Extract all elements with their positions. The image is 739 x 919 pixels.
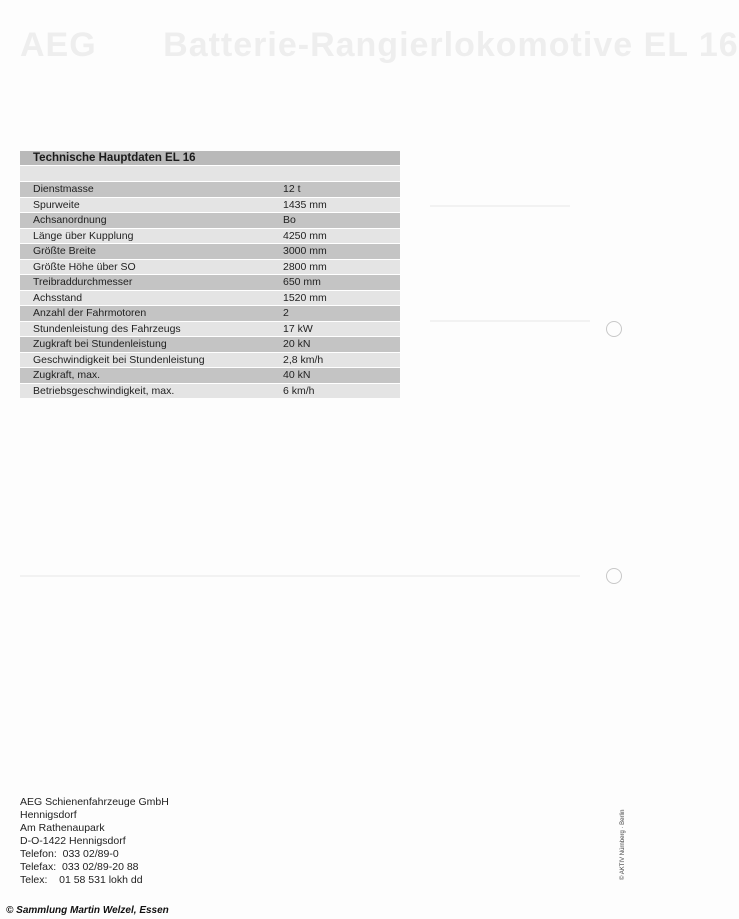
faded-aeg-logo: AEG xyxy=(20,26,97,64)
row-value: 3000 mm xyxy=(283,245,327,257)
punch-hole xyxy=(606,321,622,337)
row-label: Größte Höhe über SO xyxy=(33,260,136,273)
row-value: 4250 mm xyxy=(283,229,327,242)
row-label: Zugkraft bei Stundenleistung xyxy=(33,338,167,350)
row-label: Spurweite xyxy=(33,198,80,211)
row-label: Achsanordnung xyxy=(33,214,107,226)
row-label: Dienstmasse xyxy=(33,183,94,195)
table-row xyxy=(20,352,400,368)
row-label: Treibraddurchmesser xyxy=(33,276,133,288)
row-value: 6 km/h xyxy=(283,384,315,397)
faded-header xyxy=(20,26,739,66)
table-row xyxy=(20,305,400,321)
faint-bleed-line xyxy=(20,575,580,577)
row-label: Achsstand xyxy=(33,291,83,304)
table-row xyxy=(20,367,400,383)
table-row xyxy=(20,259,400,275)
row-label: Geschwindigkeit bei Stundenleistung xyxy=(33,353,205,366)
address-line: Telex: 01 58 531 lokh dd xyxy=(20,874,143,886)
row-value: 40 kN xyxy=(283,369,311,381)
table-row xyxy=(20,243,400,259)
address-line: Hennigsdorf xyxy=(20,809,77,821)
row-value: 1435 mm xyxy=(283,198,327,211)
table-row xyxy=(20,212,400,228)
address-line: Telefon: 033 02/89-0 xyxy=(20,848,119,860)
row-value: 2,8 km/h xyxy=(283,353,324,366)
row-label: Länge über Kupplung xyxy=(33,229,134,242)
row-value: Bo xyxy=(283,214,296,226)
collection-credit: © Sammlung Martin Welzel, Essen xyxy=(6,905,169,916)
table-title: Technische Hauptdaten EL 16 xyxy=(20,151,400,165)
table-row xyxy=(20,383,400,399)
table-rows xyxy=(20,181,400,398)
row-value: 2 xyxy=(283,307,289,319)
address-line: Telefax: 033 02/89-20 88 xyxy=(20,861,139,873)
table-row xyxy=(20,274,400,290)
row-label: Größte Breite xyxy=(33,245,97,257)
faint-bleed-line xyxy=(430,205,570,207)
row-value: 17 kW xyxy=(283,322,313,335)
printer-credit: © AKTIV Nürnberg · Berlin xyxy=(620,809,626,880)
table-spacer xyxy=(20,165,400,181)
address-line: AEG Schienenfahrzeuge GmbH xyxy=(20,796,169,808)
address-line: Am Rathenaupark xyxy=(20,822,105,834)
row-value: 2800 mm xyxy=(283,260,327,273)
table-row xyxy=(20,228,400,244)
row-label: Zugkraft, max. xyxy=(33,369,101,381)
address-line: D-O-1422 Hennigsdorf xyxy=(20,835,126,847)
faint-bleed-line xyxy=(430,320,590,322)
row-value: 1520 mm xyxy=(283,291,327,304)
row-value: 650 mm xyxy=(283,276,321,288)
company-address xyxy=(20,796,169,887)
row-value: 20 kN xyxy=(283,338,311,350)
table-row xyxy=(20,321,400,337)
table-row xyxy=(20,197,400,213)
faded-title: Batterie-Rangierlokomotive EL 16 xyxy=(163,26,739,64)
row-label: Betriebsgeschwindigkeit, max. xyxy=(33,384,175,397)
table-row xyxy=(20,181,400,197)
row-label: Stundenleistung des Fahrzeugs xyxy=(33,322,181,335)
punch-hole xyxy=(606,568,622,584)
technical-data-table xyxy=(20,151,400,398)
row-value: 12 t xyxy=(283,183,301,195)
table-row xyxy=(20,290,400,306)
table-row xyxy=(20,336,400,352)
row-label: Anzahl der Fahrmotoren xyxy=(33,307,147,319)
